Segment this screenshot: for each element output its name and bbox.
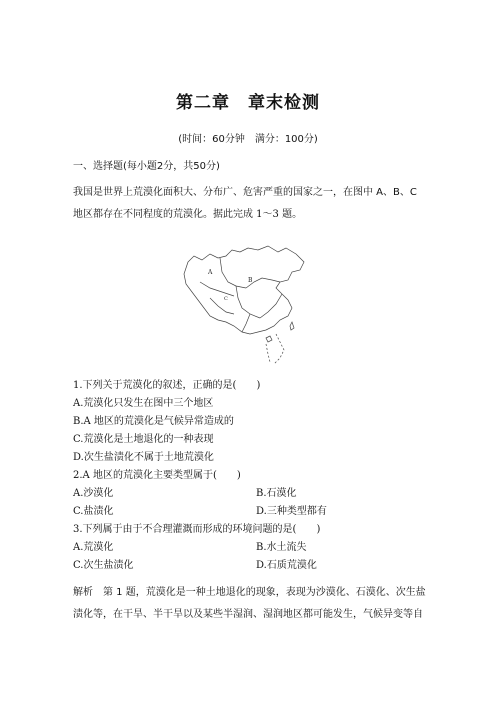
section-heading: 一、选择题(每小题2分，共50分) [73,161,220,172]
intro-line-2 [73,208,302,222]
map-region-line [242,314,250,332]
map-label-b: B [248,277,253,284]
question-3-stem: 3.下列属于由于不合理灌溉而形成的环境问题的是( ) [73,524,321,535]
question-3-option-a: A.荒漠化 [73,542,114,553]
map-region-line [260,294,282,318]
question-1-stem: 1.下列关于荒漠化的叙述，正确的是( ) [73,380,261,391]
map-south-sea-line [274,334,284,364]
map-island [266,336,272,342]
question-3-option-c: C.次生盐渍化 [73,560,134,571]
map-region-line [210,298,234,314]
chapter-number: 第二章 [176,93,230,113]
question-2-option-a: A.沙漠化 [73,488,114,499]
time-info: (时间：60分钟 满分：100分) [178,134,318,145]
analysis-line-1: 解析 第 1 题，荒漠化是一种土地退化的现象，表现为沙漠化、石漠化、次生盐 [73,587,426,598]
map-south-sea-line [266,344,270,362]
map-region-line [236,286,260,318]
intro-line-2-a: 地区都存在不同程度的荒漠化。 [73,209,213,220]
question-1-option-a: A.荒漠化只发生在图中三个地区 [73,398,214,409]
map-label-c: C [224,296,228,302]
map-region-line [220,258,246,288]
question-2-option-d: D.三种类型都有 [256,506,327,517]
question-2-option-b: B.石漠化 [256,488,297,499]
question-2-stem: 2.A 地区的荒漠化主要类型属于( ) [73,470,241,481]
question-1-option-b: B.A 地区的荒漠化是气候异常造成的 [73,416,234,427]
question-2-option-c: C.盐渍化 [73,506,114,517]
question-3-option-d: D.石质荒漠化 [256,560,317,571]
question-1-option-c: C.荒漠化是土地退化的一种表现 [73,434,214,445]
analysis-line-2: 渍化等，在干旱、半干旱以及某些半湿润、湿润地区都可能发生，气候异变等自 [73,609,423,620]
question-1-option-d: D.次生盐渍化不属于土地荒漠化 [73,452,214,463]
map-region-line [200,282,234,296]
intro-line-2-b: 据此完成 1～3 题。 [213,209,303,220]
map-label-a: A [208,269,213,276]
china-desertification-map [180,242,320,368]
map-island [290,322,294,330]
intro-line-1: 我国是世界上荒漠化面积大、分布广、危害严重的国家之一，在图中 A、B、C [73,187,417,198]
question-3-option-b: B.水土流失 [256,542,307,553]
chapter-title [0,88,496,113]
map-outline [184,246,304,334]
chapter-subtitle: 章末检测 [248,93,320,113]
